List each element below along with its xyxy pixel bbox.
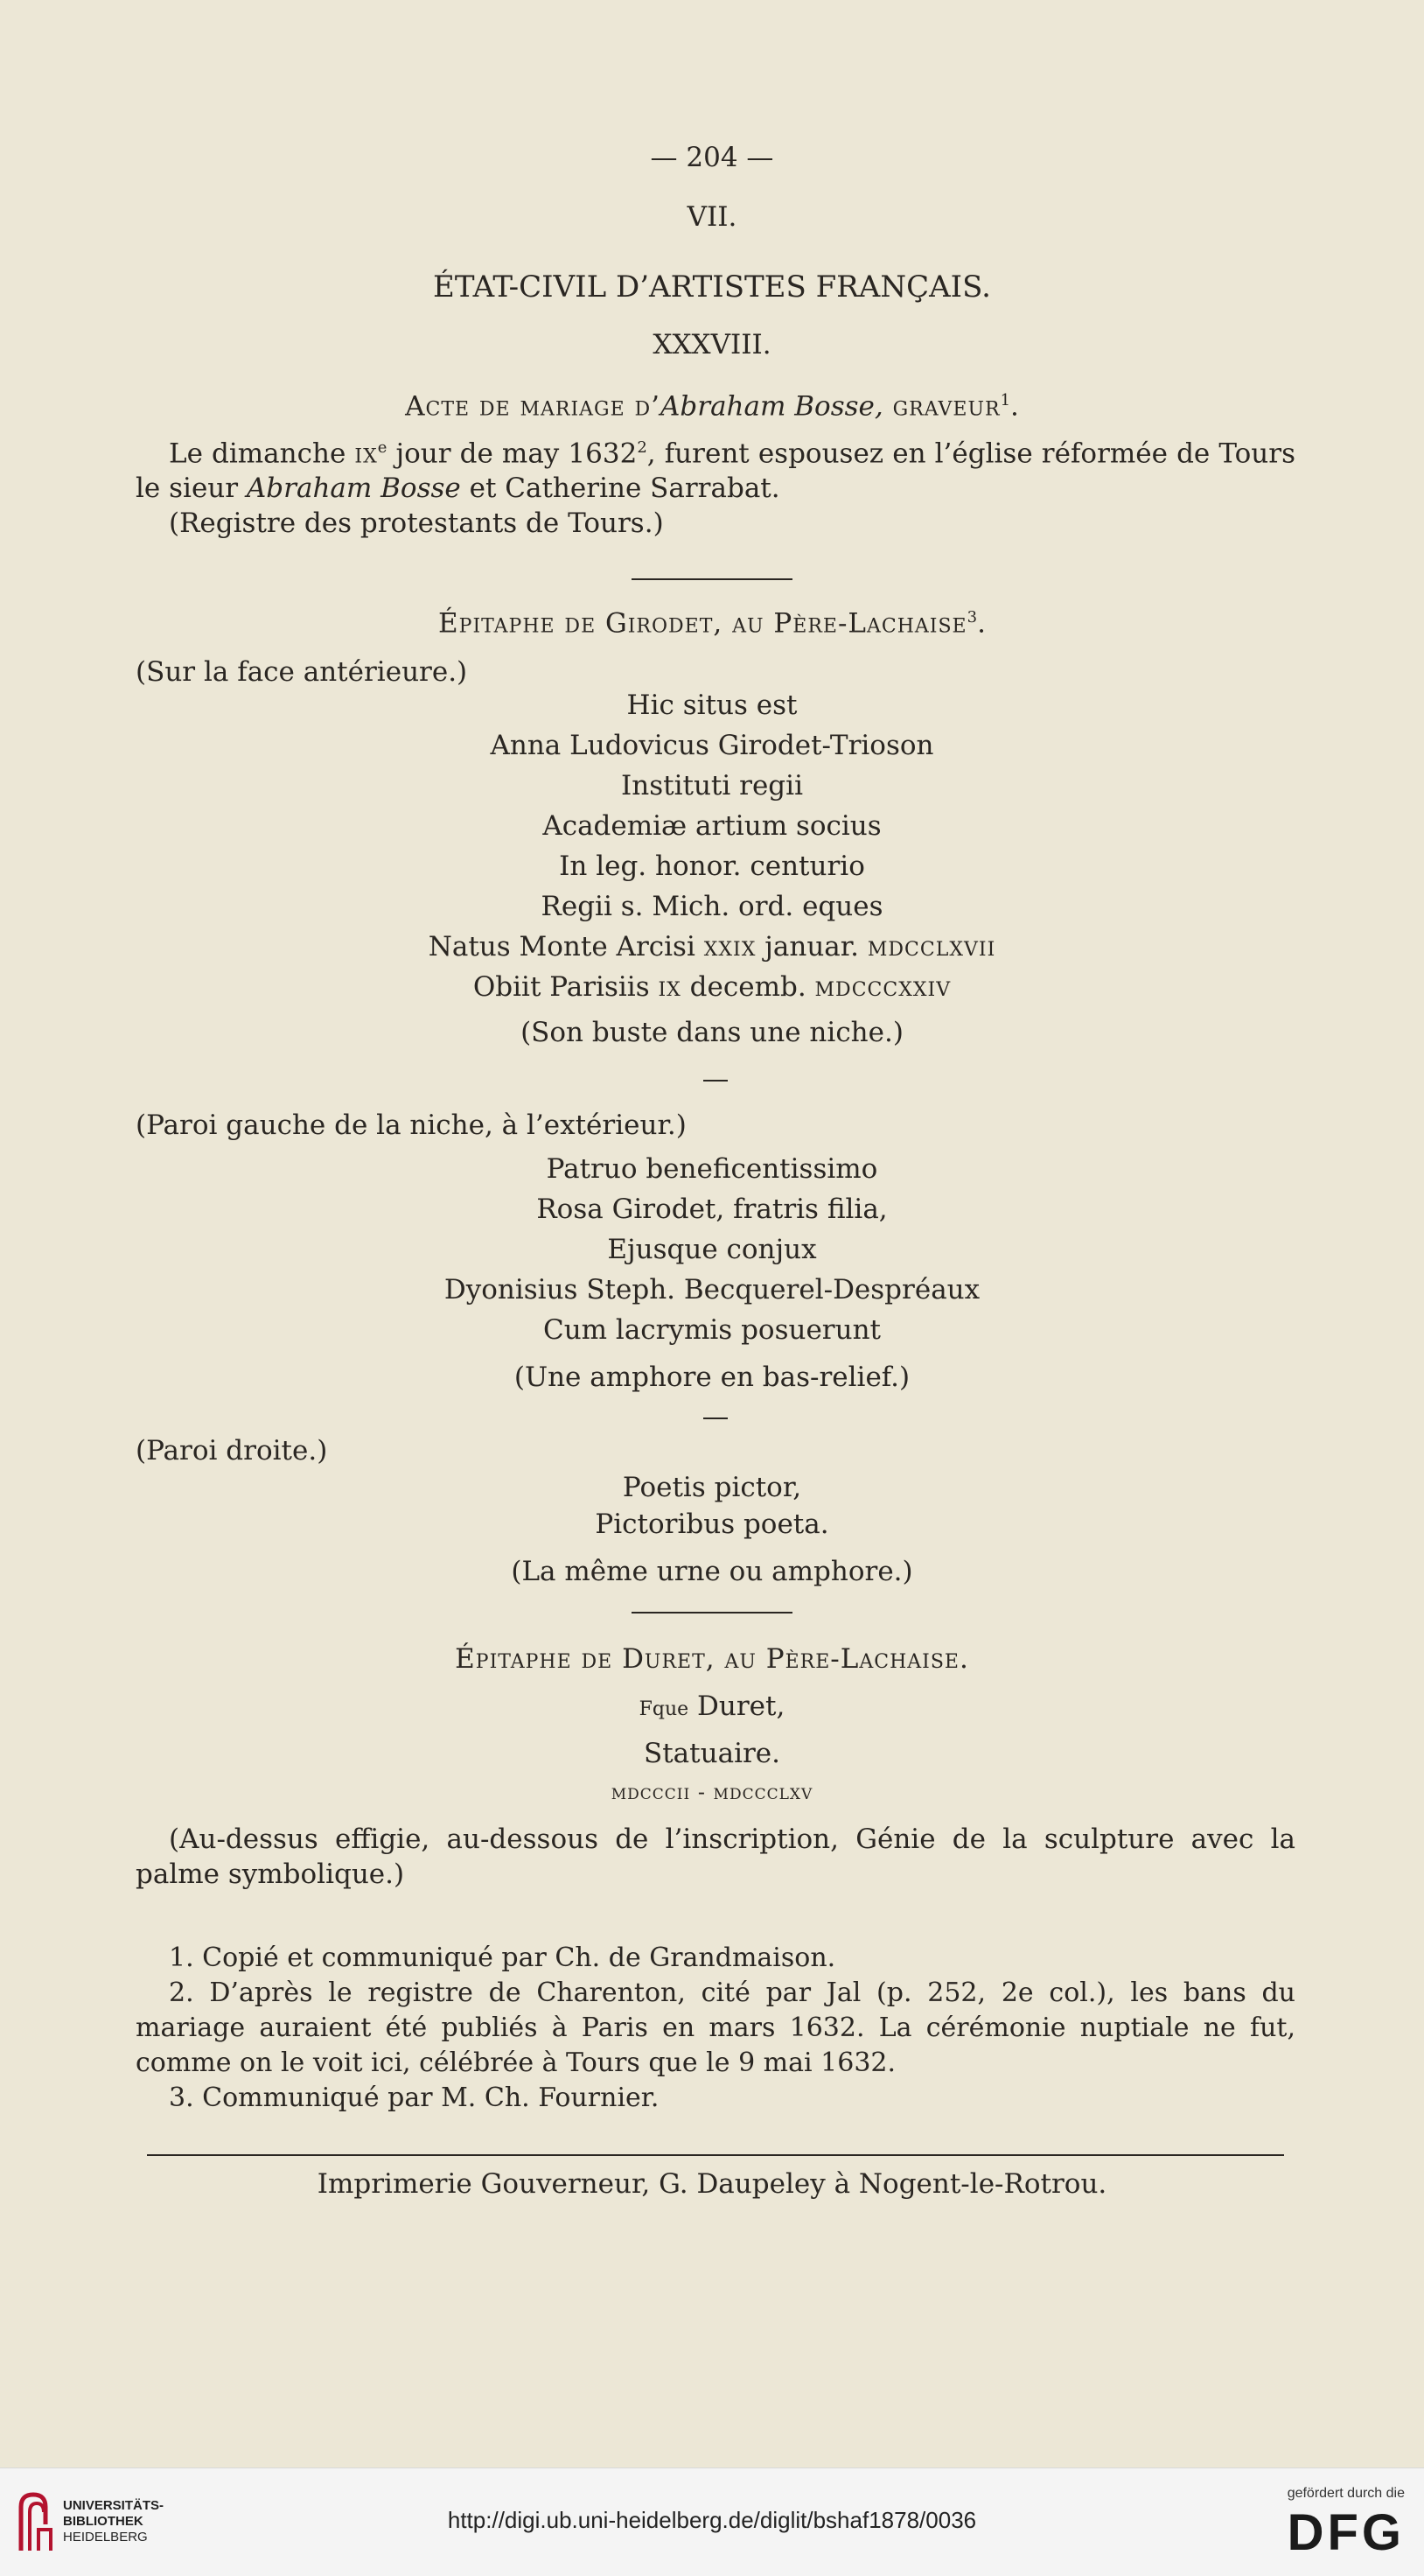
footnote-ref-3: 3 xyxy=(967,608,978,626)
inscription-line: Dyonisius Steph. Becquerel-Despréaux xyxy=(443,1274,981,1306)
natus-day: xxix xyxy=(703,931,757,962)
inscription-natus xyxy=(0,929,1424,964)
inscription-line: Academiæ artium socius xyxy=(542,810,882,842)
duret-name xyxy=(0,1689,1424,1727)
inscription-line: Poetis pictor, xyxy=(622,1472,802,1503)
digitization-footer xyxy=(0,2468,1424,2576)
inscription-line: Instituti regii xyxy=(621,770,803,802)
right-wall-note: (La même urne ou amphore.) xyxy=(511,1556,913,1587)
entry1-heading-post: graveur xyxy=(883,390,1001,423)
section-number: VII. xyxy=(687,201,737,233)
inscription-line: Hic situs est xyxy=(626,690,798,721)
inscription-line: Pictoribus poeta. xyxy=(595,1508,829,1540)
inscription-obiit xyxy=(0,970,1424,1004)
entry1-text-name: Abraham Bosse xyxy=(246,472,461,505)
library-line1: UNIVERSITÄTS- xyxy=(63,2498,164,2513)
page-number: — 204 — xyxy=(650,142,774,173)
entry1-heading-end: . xyxy=(1010,390,1019,423)
obiit-day: ix xyxy=(658,971,681,1003)
natus-pre: Natus Monte Arcisi xyxy=(428,931,704,962)
library-line2: BIBLIOTHEK xyxy=(63,2514,143,2529)
left-wall-label: (Paroi gauche de la niche, à l’extérieur.) xyxy=(136,1110,687,1141)
duret-title: Statuaire. xyxy=(643,1738,780,1769)
entry1-text-b: jour de may 1632 xyxy=(387,438,638,470)
separator-dash xyxy=(703,1418,728,1419)
entry1-text-e: e xyxy=(377,438,387,457)
entry1-text-d: et Catherine Sarrabat. xyxy=(460,472,780,505)
section-title: ÉTAT-CIVIL D’ARTISTES FRANÇAIS. xyxy=(433,270,991,304)
duret-name-prefix: Fque xyxy=(639,1698,689,1720)
inscription-line: Rosa Girodet, fratris filia, xyxy=(536,1194,888,1225)
entry1-text-a: Le dimanche xyxy=(169,438,355,470)
face-label: (Sur la face antérieure.) xyxy=(136,656,468,688)
entry2-heading xyxy=(0,600,1424,640)
footnotes xyxy=(136,1941,1295,2116)
entry3-heading: Épitaphe de Duret, au Père-Lachaise. xyxy=(455,1643,969,1675)
dfg-logo: DFG xyxy=(1287,2504,1405,2561)
footnote-2: 2. D’après le registre de Charenton, cité par Jal (p. 252, 2e col.), les bans du mariage auraient été publiés à Paris en mars 1632. La cérémonie nuptiale ne fut, comme on le voit ici, célébrée à Tours que le 9 mai 1632. xyxy=(136,1978,1295,2078)
section-divider xyxy=(632,578,792,580)
footnote-ref-2: 2 xyxy=(637,438,647,457)
obiit-pre: Obiit Parisiis xyxy=(472,971,659,1003)
inscription-line: Cum lacrymis posuerunt xyxy=(542,1314,882,1346)
entry1-source: (Registre des protestants de Tours.) xyxy=(169,508,664,540)
entry1-text-ix: ix xyxy=(354,438,378,470)
obiit-year: mdcccxxiv xyxy=(814,971,952,1003)
entry1-heading-pre: Acte de mariage d’ xyxy=(405,390,661,423)
separator-dash xyxy=(703,1080,728,1082)
right-wall-label: (Paroi droite.) xyxy=(136,1435,328,1466)
funding-caption: gefördert durch die xyxy=(1287,2486,1405,2501)
entry1-heading xyxy=(0,383,1424,424)
natus-mid: januar. xyxy=(756,931,868,962)
entry1-text-c: , furent espousez en l’église réformée de Tours le sieur xyxy=(136,438,1295,505)
imprint: Imprimerie Gouverneur, G. Daupeley à Nogent-le-Rotrou. xyxy=(317,2168,1107,2200)
library-line3: HEIDELBERG xyxy=(63,2530,148,2544)
entry3-description-text: (Au-dessus effigie, au-dessous de l’inscription, Génie de la sculpture avec la palme symbolique.) xyxy=(136,1824,1295,1890)
inscription-line: Patruo beneficentissimo xyxy=(546,1153,878,1185)
entry1-text xyxy=(136,430,1295,541)
footnote-ref-1: 1 xyxy=(1000,391,1011,410)
imprint-rule xyxy=(147,2154,1284,2156)
inscription-line: Regii s. Mich. ord. eques xyxy=(541,891,883,922)
footnote-3: 3. Communiqué par M. Ch. Fournier. xyxy=(169,2082,660,2113)
entry2-heading-text: Épitaphe de Girodet, au Père-Lachaise xyxy=(438,607,967,640)
left-wall-note: (Une amphore en bas-relief.) xyxy=(513,1362,911,1393)
duret-dates: mdcccii - mdccclxv xyxy=(611,1780,813,1804)
obiit-mid: decemb. xyxy=(681,971,815,1003)
entry2-heading-end: . xyxy=(977,607,986,640)
source-url[interactable]: http://digi.ub.uni-heidelberg.de/diglit/bshaf1878/0036 xyxy=(447,2507,977,2533)
inscription-line: Anna Ludovicus Girodet-Trioson xyxy=(490,730,934,761)
duret-name-text: Duret, xyxy=(688,1690,785,1722)
natus-year: mdcclxvii xyxy=(867,931,996,962)
face-note: (Son buste dans une niche.) xyxy=(520,1017,904,1048)
entry-number: XXXVIII. xyxy=(653,329,771,360)
entry3-description xyxy=(136,1822,1295,1892)
footnote-1: 1. Copié et communiqué par Ch. de Grandmaison. xyxy=(169,1942,836,1973)
entry1-heading-name: Abraham Bosse, xyxy=(660,390,883,423)
inscription-line: In leg. honor. centurio xyxy=(559,850,865,882)
section-divider xyxy=(632,1612,792,1614)
inscription-line: Ejusque conjux xyxy=(607,1234,817,1265)
